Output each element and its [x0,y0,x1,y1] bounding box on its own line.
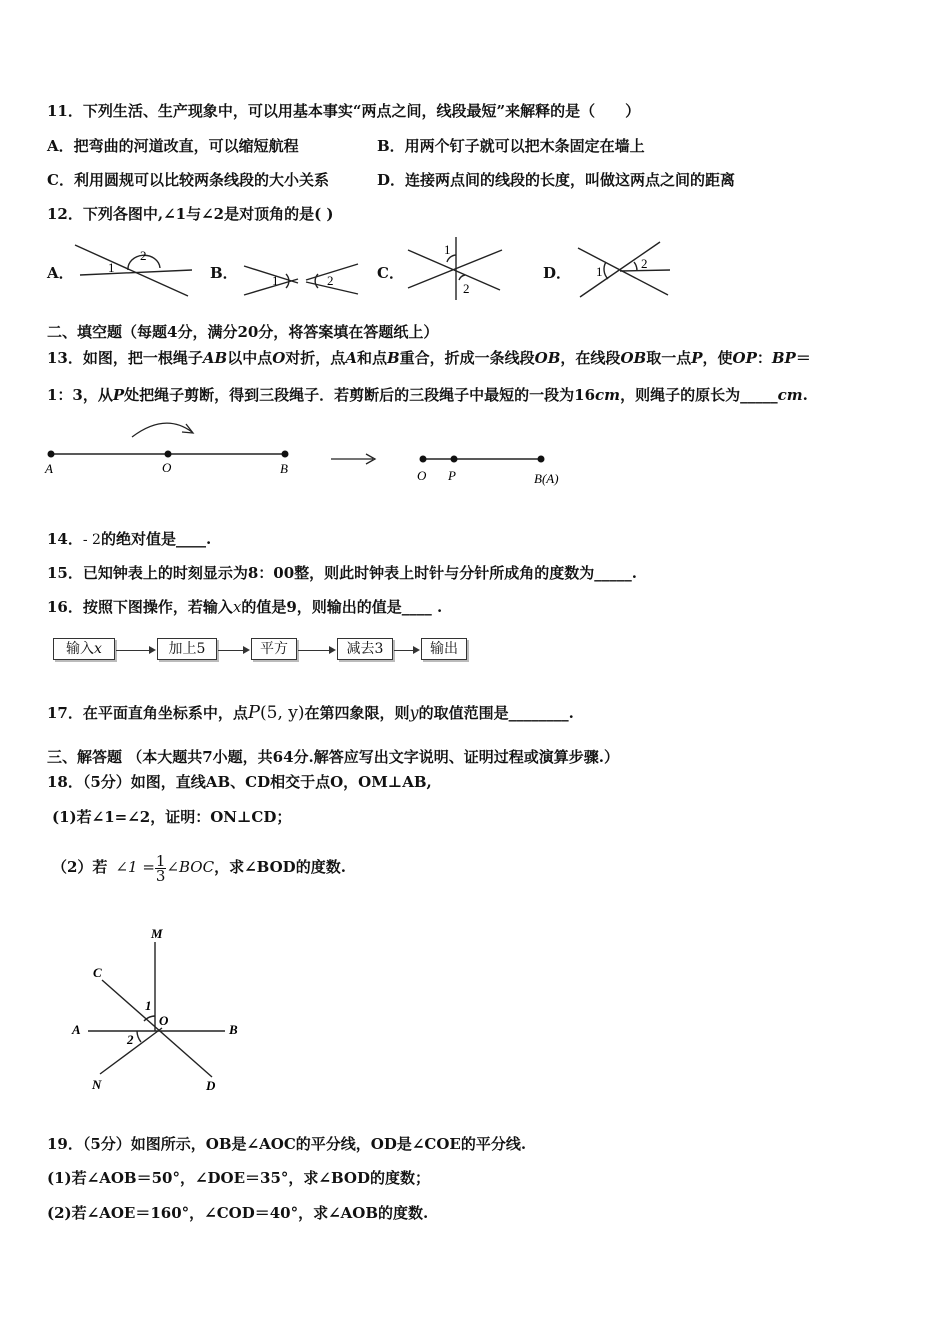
svg-text:D: D [206,1078,216,1093]
q12d-line2 [580,242,660,297]
svg-text:C: C [93,965,102,980]
q18-part2: （2）若 ∠1 = $\frac{1}{3}$ ∠BOC，求∠BOD的度数. [52,851,346,885]
q12-label-a: A． [47,264,74,282]
q19-part1: (1)若∠AOB＝50°，∠DOE＝35°，求∠BOD的度数； [47,1169,431,1187]
svg-text:P: P [448,468,456,483]
angle1-arc [144,1016,155,1021]
point-o [165,451,172,458]
q13-figure [0,410,950,500]
q11-stem: 11．下列生活、生产现象中，可以用基本事实“两点之间，线段最短”来解释的是（ ） [47,102,641,120]
q11-option-c: C．利用圆规可以比较两条线段的大小关系 [47,171,329,189]
q18-part1: (1)若∠1=∠2，证明：ON⊥CD； [52,808,292,826]
q17: 17．在平面直角坐标系中，点P(5, y)在第四象限，则y的取值范围是________. [47,702,574,723]
q18-stem: 18．（5分）如图，直线AB、CD相交于点O，OM⊥AB, [47,773,432,791]
q18-figure [0,920,300,1100]
fold-arc [132,423,192,437]
point-b-a [538,456,545,463]
svg-text:O: O [159,1013,169,1028]
q12d-arc1 [604,262,608,279]
q12d-num2: 2 [641,256,648,271]
flow-add5-box: 加上5 [157,638,217,660]
angle2-arc [137,1031,141,1042]
q12-figures [0,0,950,330]
svg-text:B: B [280,461,288,476]
q19-part2: (2)若∠AOE＝160°，∠COD＝40°，求∠AOB的度数. [47,1204,429,1222]
svg-text:O: O [162,460,172,475]
q12b-ray2 [244,279,298,295]
svg-text:M: M [151,926,163,941]
q12a-num2: 2 [140,248,147,263]
svg-text:O: O [417,468,427,483]
svg-text:A: A [45,461,53,476]
q12d-num1: 1 [596,264,603,279]
q13-line2: 1：3，从P处把绳子剪断，得到三段绳子．若剪断后的三段绳子中最短的一段为16cm，则绳子的原长为_____cm. [47,386,808,404]
q11-option-a: A．把弯曲的河道改直，可以缩短航程 [47,137,299,155]
q12-label-d: D． [543,264,572,282]
q13-line1: 13．如图，把一根绳子AB以中点O对折，点A和点B重合，折成一条线段OB，在线段OB取一点P，使OP：BP＝ [47,349,811,367]
svg-text:B(A): B(A) [534,471,559,486]
point-o2 [420,456,427,463]
flow-arrow-2 [218,650,248,651]
svg-text:A: A [72,1022,81,1037]
svg-text:B: B [229,1022,238,1037]
q19-stem: 19．（5分）如图所示，OB是∠AOC的平分线，OD是∠COE的平分线. [47,1135,527,1153]
flow-square-box: 平方 [251,638,297,660]
flow-arrow-3 [298,650,334,651]
q12-label-b: B． [210,264,238,282]
svg-text:1: 1 [145,998,152,1013]
q16-stem: 16．按照下图操作，若输入x的值是9，则输出的值是____ . [47,598,443,616]
point-b [282,451,289,458]
q12-label-c: C． [377,264,404,282]
point-p [451,456,458,463]
q14: 14．- 2的绝对值是____. [47,530,212,548]
q12a-line2 [80,270,192,275]
svg-text:N: N [92,1077,102,1092]
q12-stem: 12．下列各图中,∠1与∠2是对顶角的是( ) [47,205,334,223]
section-2-heading: 二、填空题（每题4分，满分20分，将答案填在答题纸上） [47,323,439,341]
flow-sub3-box: 减去3 [337,638,393,660]
q12b-num1: 1 [272,273,279,288]
q11-option-b: B．用两个钉子就可以把木条固定在墙上 [377,137,645,155]
q11-option-d: D．连接两点间的线段的长度，叫做这两点之间的距离 [377,171,736,189]
svg-text:2: 2 [127,1032,134,1047]
q12b-num2: 2 [327,273,334,288]
line-cd [102,980,212,1077]
q12c-num1: 1 [444,242,451,257]
q12d-arc2 [634,262,637,271]
flow-output-box: 输出 [421,638,467,660]
q12a-num1: 1 [108,260,115,275]
flow-input-box: 输入x [53,638,115,660]
point-a [48,451,55,458]
q12b-arc1 [286,274,289,288]
flow-arrow-1 [116,650,154,651]
flow-arrow-4 [394,650,418,651]
q12c-num2: 2 [463,281,470,296]
q12b-ray1 [244,266,298,283]
q15: 15．已知钟表上的时刻显示为8：00整，则此时钟表上时针与分针所成角的度数为_____. [47,564,637,582]
q12c-arc2 [459,275,465,280]
section-3-heading: 三、解答题 （本大题共7小题，共64分.解答应写出文字说明、证明过程或演算步骤.） [47,748,619,766]
